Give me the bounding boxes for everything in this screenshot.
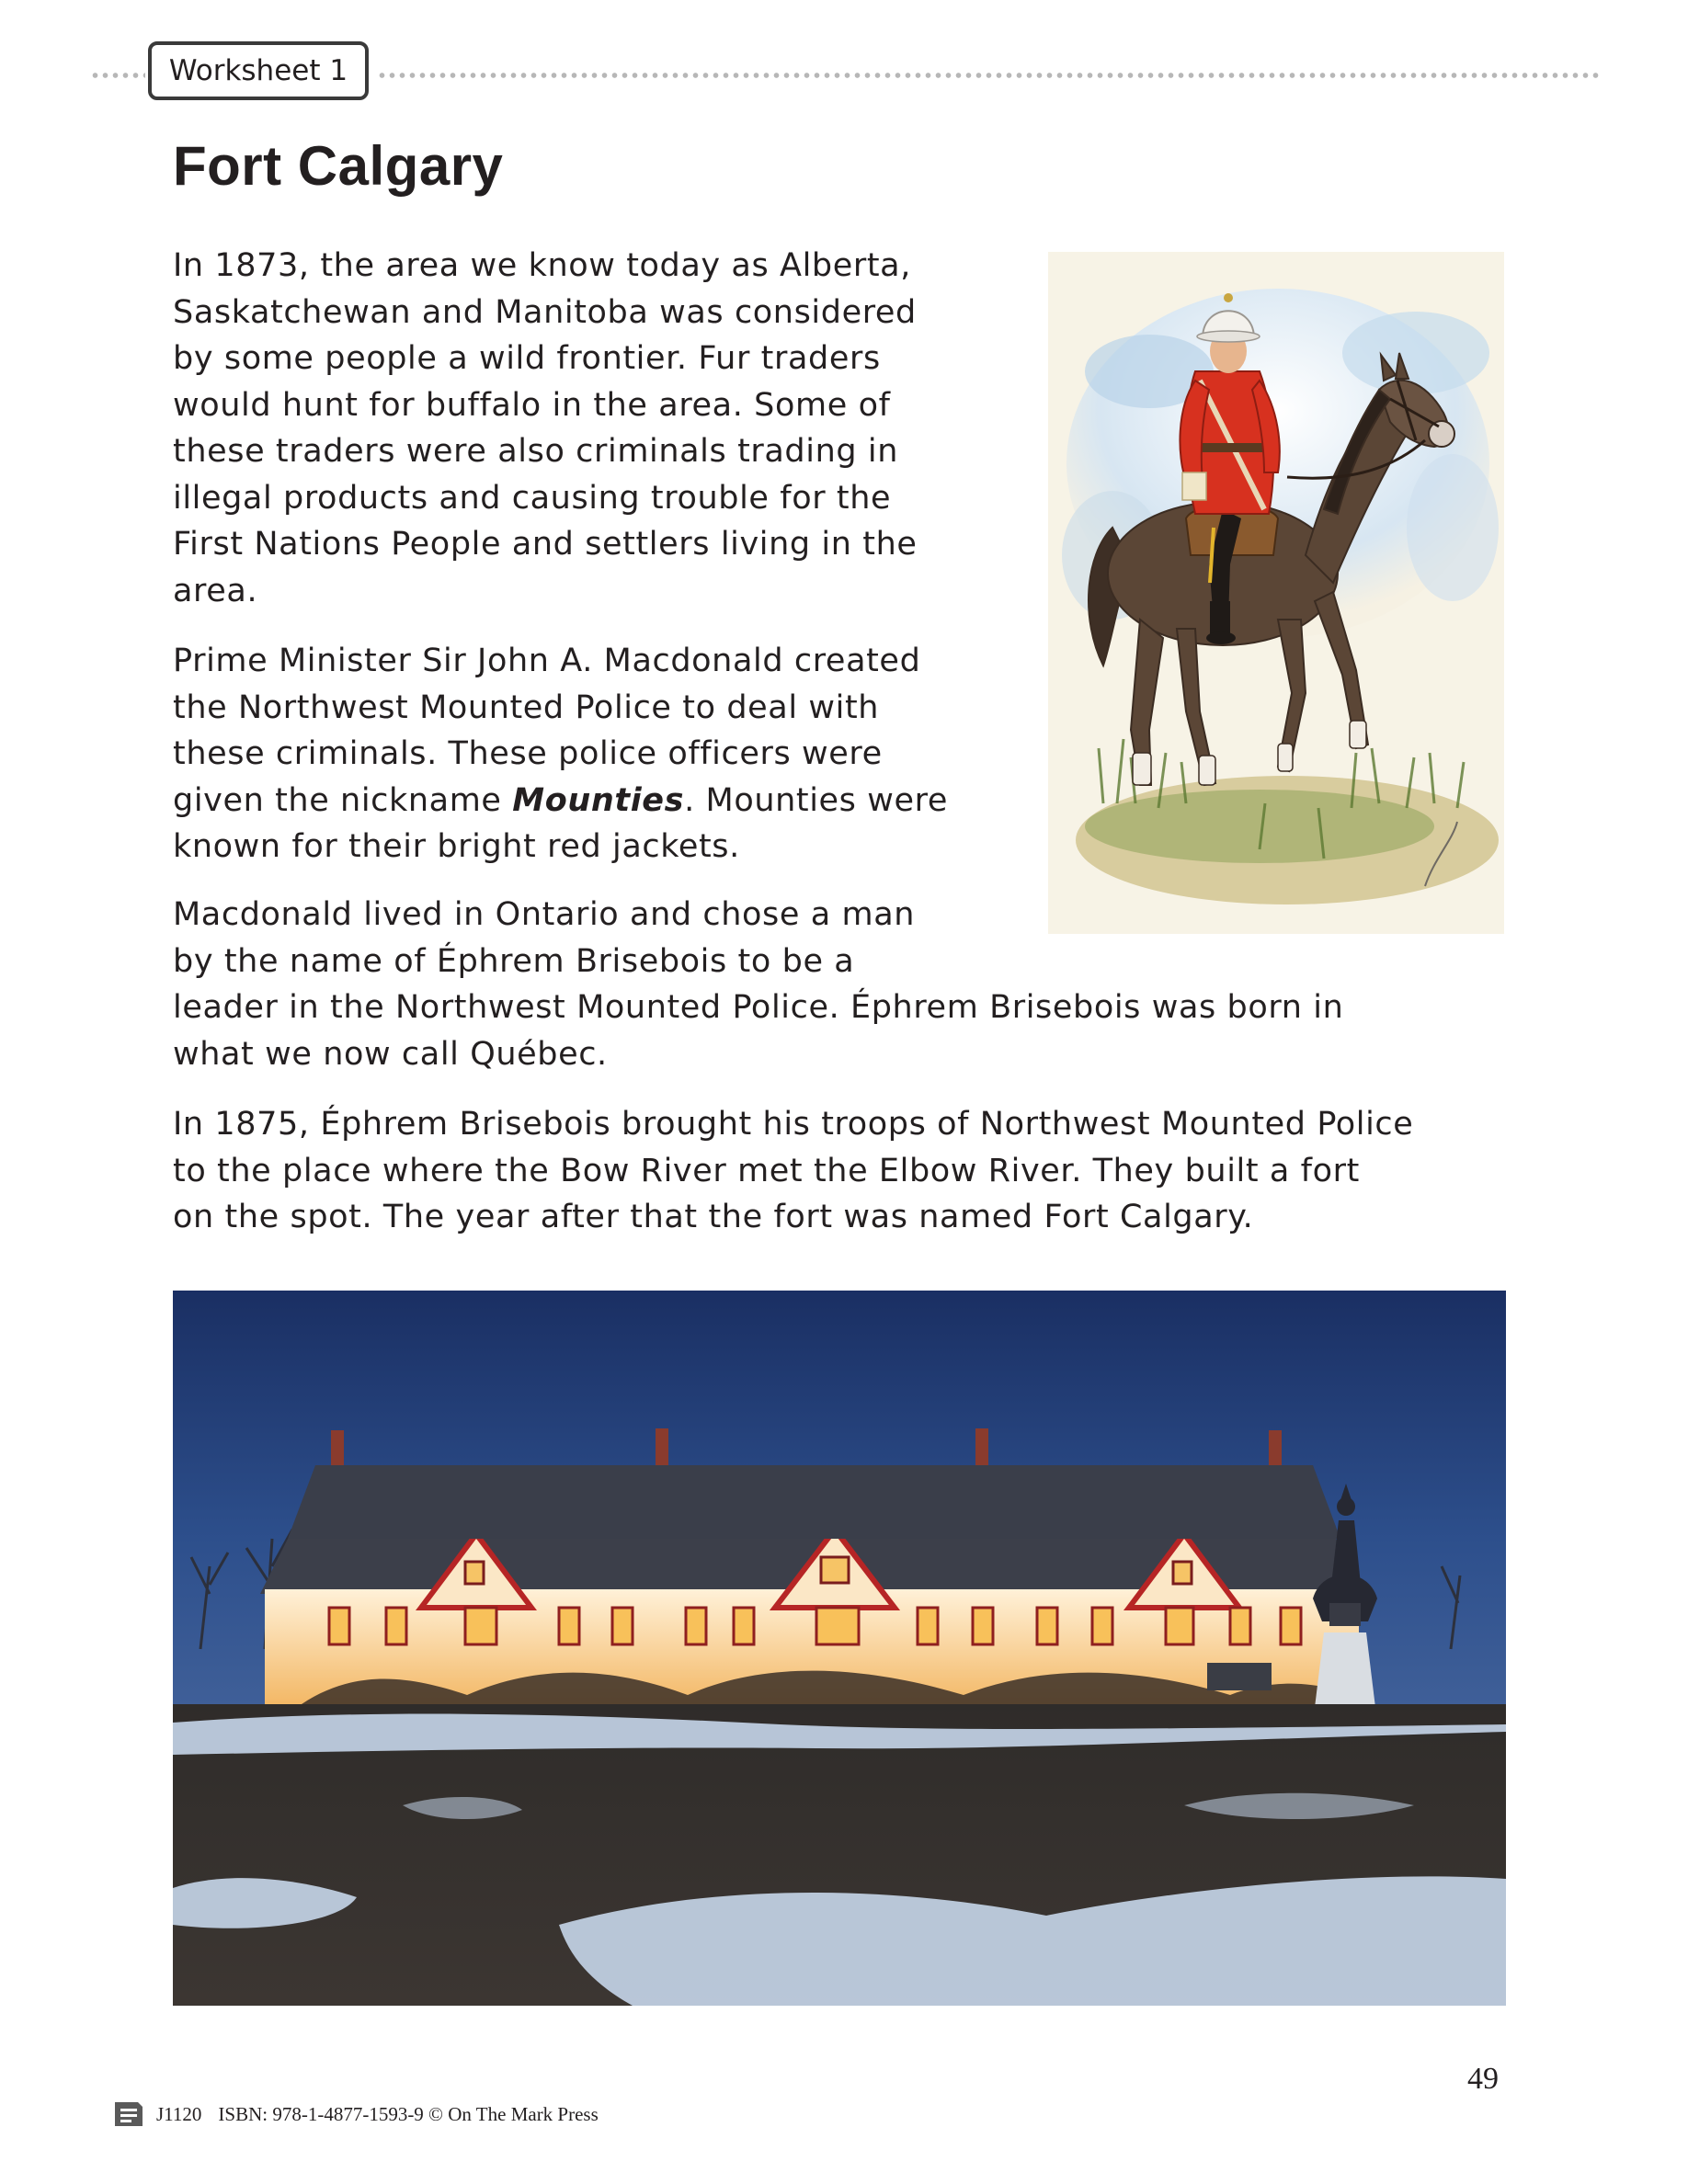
worksheet-tab-label: Worksheet 1 [168,54,348,87]
text-line: leader in the Northwest Mounted Police. Éphrem Brisebois was born in [173,989,1344,1026]
paragraph-1 [173,243,918,614]
text-line: these traders were also criminals trading in [173,433,898,470]
text-line: to the place where the Bow River met the Elbow River. They built a fort [173,1152,1360,1189]
text-line: these criminals. These police officers were [173,735,883,772]
text-line: Saskatchewan and Manitoba was considered [173,293,917,331]
text-line [173,778,948,825]
text-line: on the spot. The year after that the fort was named Fort Calgary. [173,1199,1254,1235]
header-dotted-rule-right [377,72,1600,79]
header-dotted-rule-left [90,72,145,79]
text-line: by the name of Éphrem Brisebois to be a [173,942,855,980]
nickname-lead: given the nickname [173,781,513,819]
text-line: illegal products and causing trouble for the [173,479,892,517]
text-line: by some people a wild frontier. Fur traders [173,340,881,377]
nickname-tail: . Mounties were [684,781,948,819]
text-line: In 1875, Éphrem Brisebois brought his troops of Northwest Mounted Police [173,1106,1414,1143]
text-line: area. [173,572,258,609]
text-line: the Northwest Mounted Police to deal with [173,688,880,726]
text-line: In 1873, the area we know today as Alberta, [173,247,911,284]
product-code: J1120 [156,2102,202,2125]
mountie-illustration [1048,252,1504,934]
footer-credits [112,2099,599,2130]
text-line: would hunt for buffalo in the area. Some of [173,386,891,424]
publisher-logo-icon [112,2099,145,2130]
text-line: known for their bright red jackets. [173,828,740,865]
page-number: 49 [1467,2062,1499,2096]
worksheet-tab [148,41,369,100]
page-title: Fort Calgary [173,135,504,197]
text-line: what we now call Québec. [173,1035,608,1073]
text-line: Macdonald lived in Ontario and chose a man [173,896,916,933]
isbn-copyright: ISBN: 978-1-4877-1593-9 © On The Mark Press [218,2102,599,2125]
paragraph-4 [173,1101,1413,1241]
text-line: Prime Minister Sir John A. Macdonald created [173,643,921,679]
paragraph-2 [173,638,948,870]
fort-calgary-photo [173,1291,1506,2006]
nickname-mounties: Mounties [512,781,685,819]
text-line: First Nations People and settlers living in the [173,526,918,563]
